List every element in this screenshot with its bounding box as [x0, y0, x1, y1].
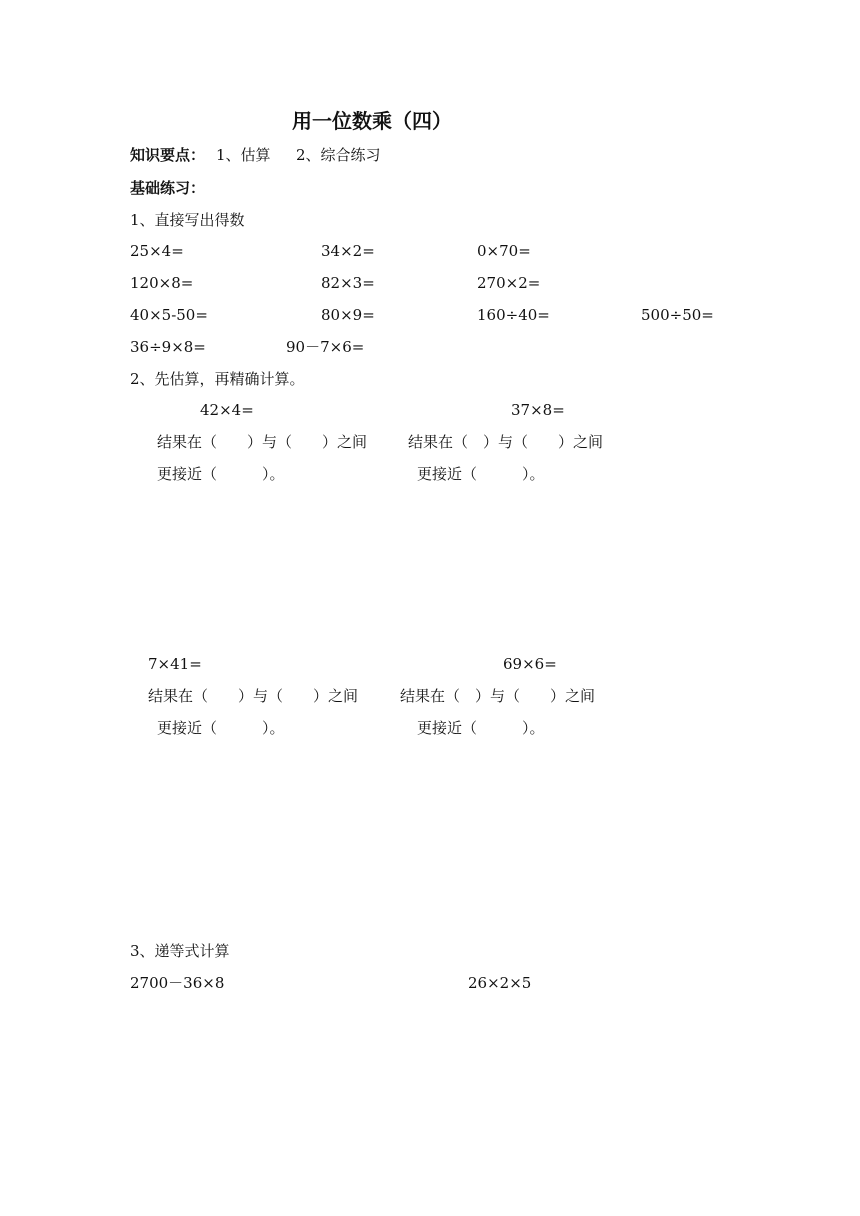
estimate-range: 结果在（ ）与（ ）之间: [400, 687, 596, 705]
oral-calc-item: 25×4=: [130, 242, 184, 260]
estimate-expression: 7×41=: [148, 655, 202, 673]
estimate-range: 结果在（ ）与（ ）之间: [148, 687, 359, 705]
oral-calc-item: 90－7×6=: [286, 338, 365, 356]
oral-calc-item: 36÷9×8=: [130, 338, 206, 356]
estimate-expression: 37×8=: [511, 401, 565, 419]
section-2-heading: 2、先估算，再精确计算。: [130, 370, 305, 388]
knowledge-item-estimation: 1、估算: [216, 146, 271, 164]
estimate-expression: 42×4=: [200, 401, 254, 419]
knowledge-item-practice: 2、综合练习: [296, 146, 381, 164]
oral-calc-item: 34×2=: [321, 242, 375, 260]
page-title: 用一位数乘（四）: [292, 109, 452, 133]
oral-calc-item: 82×3=: [321, 274, 375, 292]
step-calc-expression: 2700－36×8: [130, 974, 225, 992]
oral-calc-item: 120×8=: [130, 274, 194, 292]
estimate-closer: 更接近（ ）。: [417, 719, 545, 737]
oral-calc-item: 270×2=: [477, 274, 541, 292]
section-1-heading: 1、直接写出得数: [130, 211, 245, 229]
knowledge-label: 知识要点：: [130, 146, 206, 164]
estimate-range: 结果在（ ）与（ ）之间: [157, 433, 368, 451]
section-3-heading: 3、递等式计算: [130, 942, 230, 960]
estimate-range: 结果在（ ）与（ ）之间: [408, 433, 604, 451]
oral-calc-item: 500÷50=: [641, 306, 714, 324]
oral-calc-item: 160÷40=: [477, 306, 550, 324]
oral-calc-item: 0×70=: [477, 242, 531, 260]
estimate-expression: 69×6=: [503, 655, 557, 673]
estimate-closer: 更接近（ ）。: [417, 465, 545, 483]
oral-calc-item: 80×9=: [321, 306, 375, 324]
oral-calc-item: 40×5-50=: [130, 306, 208, 324]
estimate-closer: 更接近（ ）。: [157, 465, 285, 483]
basic-practice-label: 基础练习：: [130, 179, 206, 197]
estimate-closer: 更接近（ ）。: [157, 719, 285, 737]
step-calc-expression: 26×2×5: [468, 974, 532, 992]
